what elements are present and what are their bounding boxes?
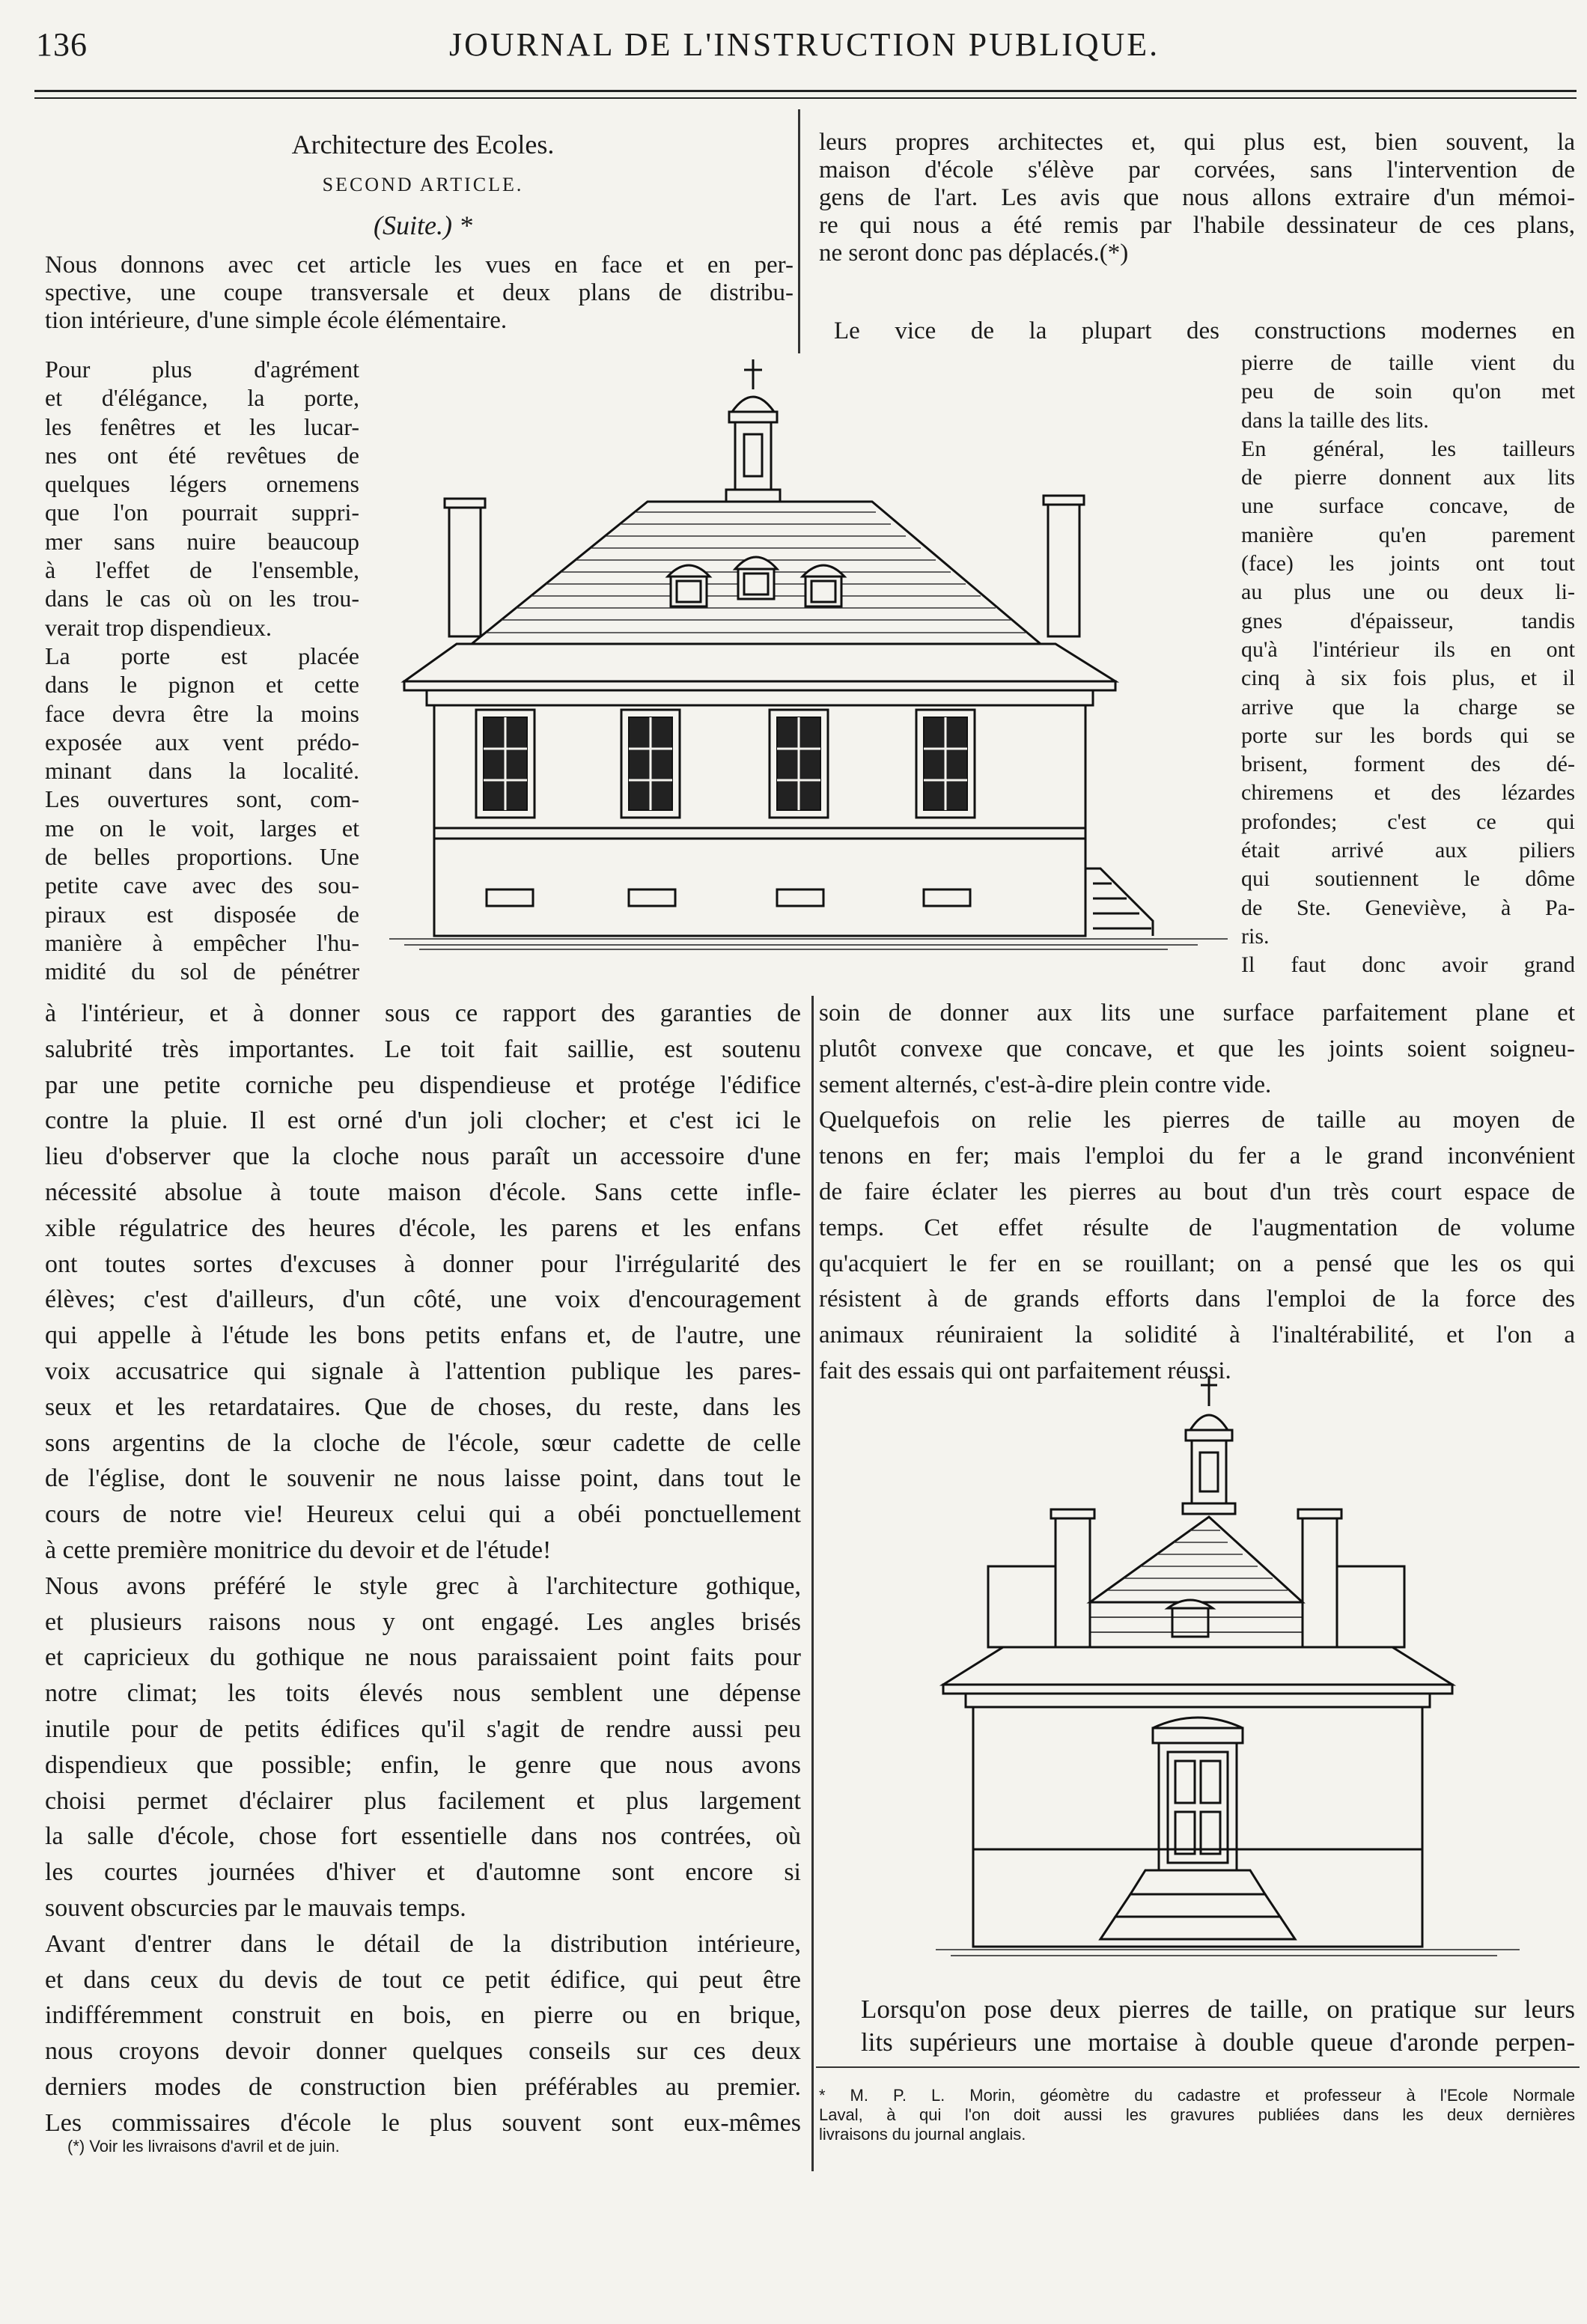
text-line: En général, les tailleurs <box>1241 436 1575 461</box>
text-line: verait trop dispendieux. <box>45 613 272 641</box>
text-line: piraux est disposée de <box>45 900 359 928</box>
text-line: * M. P. L. Morin, géomètre du cadastre et professeur à l'Ecole Normale <box>819 2086 1575 2105</box>
text-line: nes ont été revêtues de <box>45 441 359 469</box>
text-line: notre climat; les toits élevés nous semblent une dépense <box>45 1679 801 1708</box>
text-line: quelques légers ornemens <box>45 470 359 498</box>
text-line: résistent à de grands efforts dans l'emploi de la force des <box>819 1286 1575 1313</box>
article-title: Architecture des Ecoles. <box>291 130 555 159</box>
text-line: au plus une ou deux li- <box>1241 580 1575 605</box>
running-title: JOURNAL DE L'INSTRUCTION PUBLIQUE. <box>449 26 1160 63</box>
text-line: temps. Cet effet résulte de l'augmentation de volume <box>819 1214 1575 1241</box>
right-top-paragraph <box>819 129 1575 267</box>
text-line: gnes d'épaisseur, tandis <box>1241 608 1575 633</box>
text-line: mer sans nuire beaucoup <box>45 527 359 555</box>
right-body-paragraph <box>819 996 1575 1390</box>
text-line: Nous donnons avec cet article les vues en face et en per- <box>45 252 794 279</box>
right-footnote <box>819 2086 1575 2144</box>
school-front-elevation <box>374 352 1250 973</box>
text-line: sement alternés, c'est-à-dire plein contre vide. <box>819 1071 1272 1098</box>
text-line: (face) les joints ont tout <box>1241 551 1575 577</box>
right-vice-line <box>834 317 1575 345</box>
left-intro-paragraph <box>45 252 794 335</box>
text-line: pierre de taille vient du <box>1241 350 1575 375</box>
text-line: La porte est placée <box>45 642 359 669</box>
text-line: dans le cas où on les trou- <box>45 585 359 612</box>
text-line: contre la pluie. Il est orné d'un joli clocher; et c'est ici le <box>45 1107 801 1135</box>
text-line: fait des essais qui ont parfaitement réussi. <box>819 1357 1231 1384</box>
article-subtitle: SECOND ARTICLE. <box>322 174 524 195</box>
text-line: me on le voit, larges et <box>45 814 359 842</box>
text-line: plutôt convexe que concave, et que les joints soient soigneu- <box>819 1035 1575 1062</box>
text-line: de faire éclater les pierres au bout d'un très court espace de <box>819 1178 1575 1205</box>
text-line: et dans ceux du devis de tout ce petit édifice, qui peut être <box>45 1965 801 1994</box>
text-line: cours de notre vie! Heureux celui qui a obéi ponctuellement <box>45 1500 801 1529</box>
text-line: indifféremment construit en bois, en pierre ou en brique, <box>45 2001 801 2030</box>
text-line: que l'on pourrait suppri- <box>45 499 359 526</box>
text-line: derniers modes de construction bien préférables au premier. <box>45 2072 801 2101</box>
text-line: Nous avons préféré le style grec à l'architecture gothique, <box>45 1572 801 1600</box>
text-line: souvent obscurcies par le mauvais temps. <box>45 1893 466 1922</box>
text-line: gens de l'art. Les avis que nous allons extraire d'un mémoi- <box>819 184 1575 211</box>
text-line: brisent, forment des dé- <box>1241 752 1575 777</box>
text-line: par une petite corniche peu dispendieuse et protége l'édifice <box>45 1071 801 1099</box>
footnote-rule <box>816 2066 1580 2068</box>
text-line: Quelquefois on relie les pierres de taille au moyen de <box>819 1107 1575 1134</box>
text-line: la salle d'école, chose fort essentielle dans nos contrées, où <box>45 1822 801 1851</box>
right-narrow-paragraph <box>1241 349 1575 980</box>
text-line: Pour plus d'agrément <box>45 356 359 383</box>
text-line: arrive que la charge se <box>1241 694 1575 720</box>
text-line: à l'intérieur, et à donner sous ce rapport des garanties de <box>45 1000 801 1027</box>
right-bottom-paragraph <box>861 1993 1575 2059</box>
header-rule-top <box>34 90 1577 92</box>
text-line: tion intérieure, d'une simple école élémentaire. <box>45 307 508 334</box>
text-line: chiremens et des lézardes <box>1241 780 1575 806</box>
text-line: maison d'école s'élève par corvées, sans l'intervention de <box>819 156 1575 183</box>
text-line: lieu d'observer que la cloche nous paraît un accessoire d'une <box>45 1143 801 1171</box>
left-footnote: (*) Voir les livraisons d'avril et de juin. <box>67 2137 340 2156</box>
text-line: était arrivé aux piliers <box>1241 838 1575 863</box>
text-line: nécessité absolue à toute maison d'école. Sans cette infle- <box>45 1178 801 1206</box>
text-line: profondes; c'est ce qui <box>1241 809 1575 834</box>
text-line: sons argentins de la cloche de l'école, sœur cadette de celle <box>45 1429 801 1457</box>
text-line: à l'effet de l'ensemble, <box>45 556 359 584</box>
text-line: les fenêtres et les lucar- <box>45 413 359 440</box>
text-line: et plusieurs raisons nous y ont engagé. Les angles brisés <box>45 1607 801 1636</box>
column-rule-lower <box>811 996 814 2171</box>
text-line: de l'église, dont le souvenir ne nous laisse point, dans tout le <box>45 1464 801 1493</box>
text-line: nous croyons devoir donner quelques conseils sur ces deux <box>45 2037 801 2066</box>
header-rule-bottom <box>34 97 1577 99</box>
text-line: cinq à six fois plus, et il <box>1241 666 1575 691</box>
text-line: et d'élégance, la porte, <box>45 384 359 412</box>
text-line: xible régulatrice des heures d'école, les parens et les enfans <box>45 1214 801 1242</box>
text-line: manière qu'en parement <box>1241 522 1575 547</box>
article-suite: (Suite.) * <box>374 210 472 240</box>
text-line: de pierre donnent aux lits <box>1241 465 1575 490</box>
text-line: Les ouvertures sont, com- <box>45 785 359 813</box>
left-body-paragraph <box>45 996 801 2141</box>
text-line: lits supérieurs une mortaise à double queue d'aronde perpen- <box>861 2028 1575 2057</box>
text-line: Les commissaires d'école le plus souvent sont eux-mêmes <box>45 2108 801 2137</box>
text-line: Avant d'entrer dans le détail de la distribution intérieure, <box>45 1929 801 1958</box>
text-line: et capricieux du gothique ne nous paraissaient point faits pour <box>45 1643 801 1672</box>
text-line: exposée aux vent prédo- <box>45 728 359 755</box>
column-rule-upper <box>798 109 800 353</box>
text-line: leurs propres architectes et, qui plus est, bien souvent, la <box>819 129 1575 156</box>
text-line: à cette première monitrice du devoir et de l'étude! <box>45 1536 552 1564</box>
text-line: Laval, à qui l'on doit aussi les gravures publiées dans les deux dernières <box>819 2105 1575 2124</box>
text-line: minant dans la localité. <box>45 757 359 785</box>
text-line: ont toutes sortes d'excuses à donner pour l'irrégularité des <box>45 1250 801 1278</box>
text-line: qu'acquiert le fer en se rouillant; on a pensé que les os qui <box>819 1250 1575 1277</box>
school-side-elevation <box>928 1370 1527 1992</box>
text-line: qui soutiennent le dôme <box>1241 866 1575 892</box>
text-line: inutile pour de petits édifices qu'il s'agit de rendre aussi peu <box>45 1715 801 1743</box>
text-line: Lorsqu'on pose deux pierres de taille, on pratique sur leurs <box>861 1995 1575 2024</box>
text-line: qui appelle à l'étude les bons petits enfans et, de l'autre, une <box>45 1321 801 1350</box>
text-line: Le vice de la plupart des constructions modernes en <box>834 317 1575 344</box>
text-line: livraisons du journal anglais. <box>819 2125 1026 2144</box>
text-line: ris. <box>1241 923 1270 949</box>
text-line: manière à empêcher l'hu- <box>45 928 359 956</box>
text-line: dans le pignon et cette <box>45 671 359 699</box>
text-line: ne seront donc pas déplacés.(*) <box>819 240 1129 267</box>
text-line: élèves; c'est d'ailleurs, d'un côté, une voix d'encouragement <box>45 1286 801 1314</box>
text-line: midité du sol de pénétrer <box>45 958 359 985</box>
text-line: dans la taille des lits. <box>1241 407 1429 433</box>
left-narrow-paragraph <box>45 355 359 986</box>
text-line: qu'à l'intérieur ils en ont <box>1241 636 1575 662</box>
text-line: animaux réuniraient la solidité à l'inaltérabilité, et l'on a <box>819 1321 1575 1349</box>
text-line: de belles proportions. Une <box>45 843 359 871</box>
text-line: petite cave avec des sou- <box>45 872 359 899</box>
text-line: dispendieux que possible; enfin, le genre que nous avons <box>45 1750 801 1779</box>
text-line: spective, une coupe transversale et deux plans de distribu- <box>45 279 794 306</box>
text-line: Il faut donc avoir grand <box>1241 952 1575 978</box>
page-number: 136 <box>36 26 88 63</box>
text-line: voix accusatrice qui signale à l'attention publique les pares- <box>45 1357 801 1385</box>
text-line: face devra être la moins <box>45 699 359 727</box>
text-line: peu de soin qu'on met <box>1241 379 1575 404</box>
text-line: une surface concave, de <box>1241 493 1575 519</box>
text-line: salubrité très importantes. Le toit fait saillie, est soutenu <box>45 1035 801 1063</box>
text-line: choisi permet d'éclairer plus facilement et plus largement <box>45 1786 801 1815</box>
text-line: de Ste. Geneviève, à Pa- <box>1241 895 1575 920</box>
text-line: soin de donner aux lits une surface parfaitement plane et <box>819 1000 1575 1026</box>
text-line: les courtes journées d'hiver et d'automne sont encore si <box>45 1858 801 1887</box>
text-line: re qui nous a été remis par l'habile dessinateur de ces plans, <box>819 212 1575 239</box>
text-line: porte sur les bords qui se <box>1241 723 1575 748</box>
text-line: tenons en fer; mais l'emploi du fer a le grand inconvénient <box>819 1143 1575 1170</box>
text-line: seux et les retardataires. Que de choses, du reste, dans les <box>45 1393 801 1421</box>
